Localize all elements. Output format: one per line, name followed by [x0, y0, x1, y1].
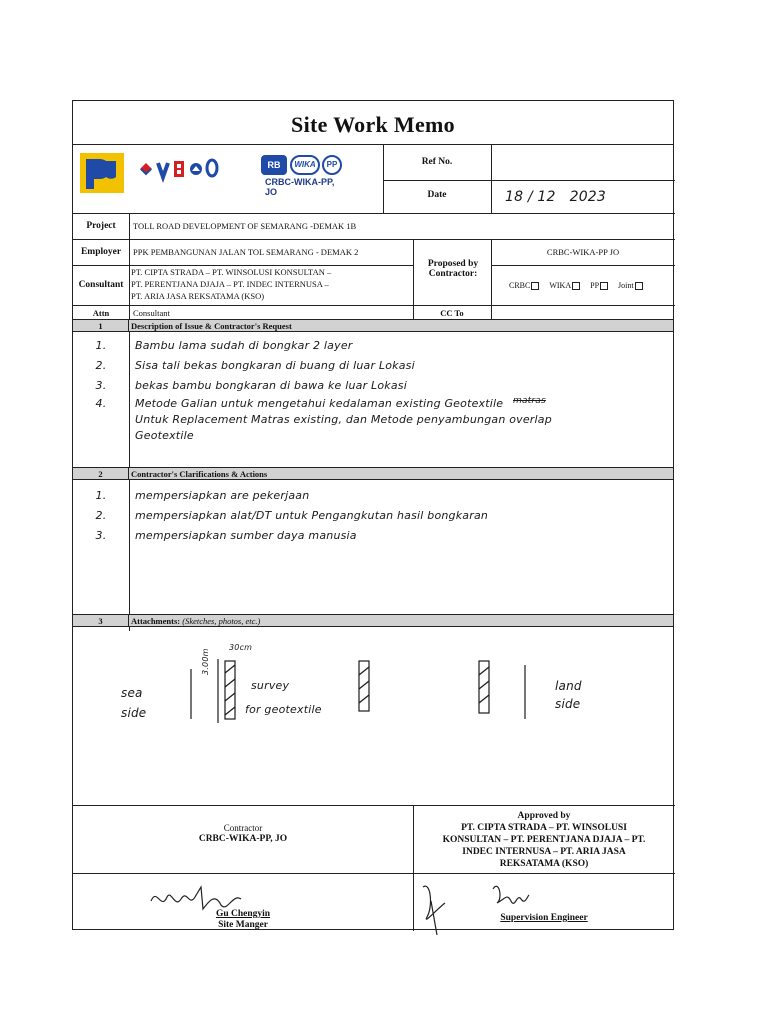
memo-title: Site Work Memo — [73, 101, 673, 145]
approved-by-line-3: INDEC INTERNUSA – PT. ARIA JASA — [462, 847, 626, 857]
proposed-by-label: Proposed by Contractor: — [427, 259, 479, 279]
contractor-label: Contractor — [223, 823, 263, 833]
supervisor-signature-icon — [413, 877, 573, 937]
attachment-sketch — [73, 629, 675, 803]
dimension-side: 3.00m — [201, 648, 210, 675]
contractor-name: CRBC-WIKA-PP, JO — [198, 834, 288, 844]
option-wika[interactable]: WIKA — [549, 281, 580, 290]
action-list: 1. mempersiapkan are pekerjaan 2. mempersiapkan alat/DT untuk Pengangkutan hasil bongkaran 3. mempersiapkan sumber daya manusia — [95, 489, 489, 542]
section-2-header: 2 Contractor's Clarifications & Actions — [73, 467, 673, 480]
survey-label: survey — [251, 679, 290, 692]
company-logos — [78, 151, 338, 197]
section-1-header: 1 Description of Issue & Contractor's Request — [73, 319, 673, 332]
pp-logo-icon: PP — [322, 155, 342, 175]
land-side-label: land side — [555, 679, 582, 711]
ref-no-label: Ref No. — [421, 157, 453, 167]
date-label: Date — [427, 190, 447, 200]
signer-role: Site Manger — [218, 920, 268, 930]
checkbox-icon — [572, 282, 580, 290]
checkbox-icon — [600, 282, 608, 290]
approved-by-line-4: REKSATAMA (KSO) — [499, 859, 589, 869]
dimension-top: 30cm — [229, 643, 253, 652]
proposed-by-value: CRBC-WIKA-PP JO — [546, 247, 620, 257]
geotextile-label: for geotextile — [245, 703, 322, 716]
approved-by-line-2: KONSULTAN – PT. PERENTJANA DJAJA – PT. — [442, 835, 646, 845]
project-value: TOLL ROAD DEVELOPMENT OF SEMARANG -DEMAK 1B — [133, 221, 357, 231]
consultant-line-3: PT. ARIA JASA REKSATAMA (KSO) — [131, 291, 265, 301]
approved-by-line-1: PT. CIPTA STRADA – PT. WINSOLUSI — [461, 823, 627, 833]
consultant-line-2: PT. PERENTJANA DJAJA – PT. INDEC INTERNUSA – — [131, 279, 329, 289]
checkbox-icon — [531, 282, 539, 290]
sea-side-label: sea side — [121, 686, 147, 720]
wika-logo-icon: WIKA — [290, 155, 320, 175]
employer-value: PPK PEMBANGUNAN JALAN TOL SEMARANG - DEMAK 2 — [133, 247, 359, 257]
date-value[interactable]: 18 / 12 2023 — [505, 189, 607, 205]
signer-name: Gu Chengyin — [215, 909, 271, 919]
attn-value: Consultant — [133, 308, 170, 318]
strikethrough-word: matras — [513, 396, 546, 406]
attn-label: Attn — [92, 308, 110, 318]
option-joint[interactable]: Joint — [618, 281, 643, 290]
jo-logo — [261, 155, 345, 175]
cc-to-label: CC To — [440, 308, 464, 318]
project-label: Project — [86, 221, 116, 231]
site-work-memo-form — [72, 100, 674, 930]
jo-caption: CRBC-WIKA-PP, JO — [265, 177, 335, 197]
cross-section-sketch-icon — [73, 629, 675, 803]
checkbox-icon — [635, 282, 643, 290]
option-pp[interactable]: PP — [590, 281, 608, 290]
option-crbc[interactable]: CRBC — [509, 281, 539, 290]
approved-by-label: Approved by — [517, 811, 571, 821]
rb-logo-icon: RB — [261, 155, 287, 175]
issue-list: 1. Bambu lama sudah di bongkar 2 layer 2. Sisa tali bekas bongkaran di buang di luar Lokasi 3. bekas bambu bongkaran di bawa ke luar Lokasi 4. Metode Galian untuk mengetahui kedalaman existing Geotextile Untuk Replacement Matras existing, dan Metode penyambungan overlap Geotextile matras — [95, 339, 552, 442]
contractor-options — [493, 281, 675, 290]
consultant-line-1: PT. CIPTA STRADA – PT. WINSOLUSI KONSULTAN – — [131, 267, 332, 277]
partner-logos-icon — [140, 160, 217, 177]
supervisor-role: Supervision Engineer — [500, 913, 588, 923]
employer-label: Employer — [80, 247, 122, 257]
consultant-label: Consultant — [78, 280, 124, 290]
section-3-header: 3 Attachments: (Sketches, photos, etc.) — [73, 614, 673, 627]
